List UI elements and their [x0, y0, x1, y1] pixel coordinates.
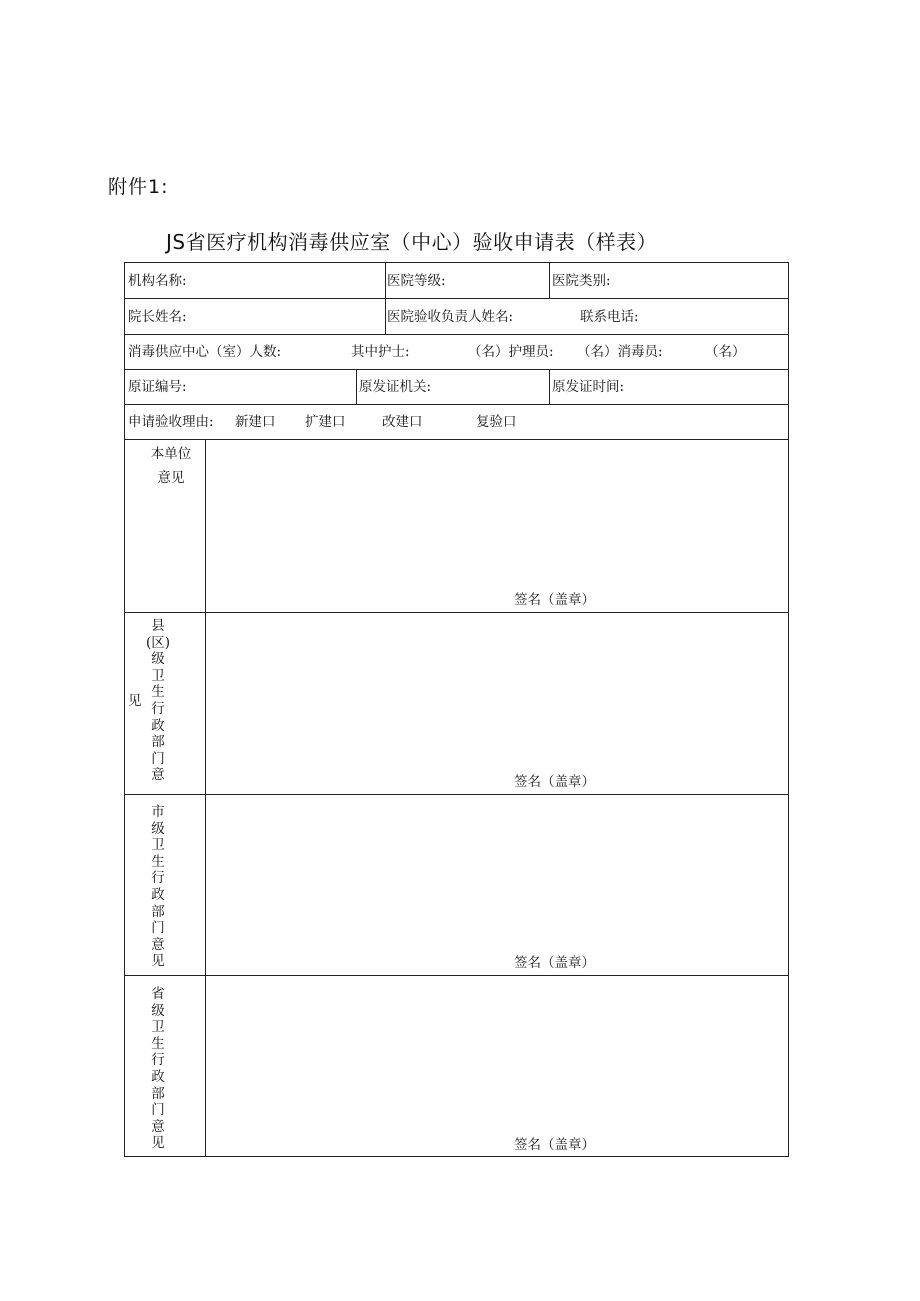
column-divider: [549, 369, 550, 404]
label-char: 市: [151, 804, 165, 820]
caregivers-label: （名）护理员:: [468, 344, 554, 360]
label-char: 部: [151, 734, 165, 751]
label-char: 意: [151, 936, 165, 953]
label-char: 级: [151, 651, 165, 668]
unit-opinion-label-line2: 意见: [157, 470, 185, 487]
option-new-build[interactable]: 新建口: [235, 414, 276, 430]
column-divider: [385, 263, 386, 334]
cert-issuer-label: 原发证机关:: [359, 379, 432, 395]
label-char: 政: [151, 1068, 165, 1085]
acceptance-lead-label: 医院验收负责人姓名:: [387, 309, 514, 325]
label-char: 卫: [151, 667, 165, 684]
label-char: 卫: [151, 837, 165, 854]
disinfectors-unit: （名）: [705, 344, 746, 360]
row-divider: [125, 369, 788, 370]
row-divider: [125, 404, 788, 405]
cert-number-label: 原证编号:: [128, 379, 187, 395]
row-divider: [125, 298, 788, 299]
city-signature-label: 签名（盖章）: [514, 955, 595, 971]
label-char: 门: [151, 920, 165, 937]
label-char: 部: [151, 903, 165, 920]
row-divider: [125, 439, 788, 440]
reason-label: 申请验收理由:: [128, 414, 214, 430]
city-opinion-label: [150, 804, 166, 970]
label-char: (区): [146, 634, 171, 651]
label-char: 政: [151, 717, 165, 734]
label-char: 部: [151, 1085, 165, 1102]
hospital-level-label: 医院等级:: [387, 273, 446, 289]
label-char: 政: [151, 886, 165, 903]
label-char: 县: [151, 618, 165, 634]
label-char: 行: [151, 700, 165, 717]
option-recheck[interactable]: 复验口: [476, 414, 517, 430]
disinfectors-label: （名）消毒员:: [577, 344, 663, 360]
label-char: 级: [151, 1002, 165, 1019]
row-divider: [125, 975, 788, 976]
label-char: 卫: [151, 1019, 165, 1036]
org-name-label: 机构名称:: [128, 273, 187, 289]
unit-signature-label: 签名（盖章）: [514, 592, 595, 608]
form-title: JS省医疗机构消毒供应室（中心）验收申请表（样表）: [166, 230, 658, 254]
unit-opinion-label-line1: 本单位: [150, 446, 192, 462]
staff-count-label: 消毒供应中心（室）人数:: [128, 344, 282, 360]
option-expansion[interactable]: 扩建口: [305, 414, 346, 430]
row-divider: [125, 612, 788, 613]
label-char: 见: [151, 953, 165, 970]
application-form-table: [124, 262, 789, 1157]
label-char: 生: [151, 684, 165, 701]
unit-opinion-label: [141, 442, 201, 491]
label-char: 意: [151, 767, 165, 784]
county-opinion-label: [146, 618, 171, 784]
label-char: 意: [151, 1118, 165, 1135]
nurses-label: 其中护士:: [351, 344, 410, 360]
column-divider: [205, 439, 206, 1157]
label-char: 门: [151, 750, 165, 767]
label-char: 门: [151, 1102, 165, 1119]
label-char: 生: [151, 1035, 165, 1052]
label-char: 行: [151, 1052, 165, 1069]
label-char: 级: [151, 820, 165, 837]
province-opinion-label: [150, 986, 166, 1152]
label-char: 省: [151, 986, 165, 1002]
province-signature-label: 签名（盖章）: [514, 1137, 595, 1153]
attachment-label: 附件1:: [108, 176, 169, 198]
county-signature-label: 签名（盖章）: [514, 774, 595, 790]
president-name-label: 院长姓名:: [128, 309, 187, 325]
label-char: 生: [151, 853, 165, 870]
row-divider: [125, 334, 788, 335]
row-divider: [125, 794, 788, 795]
label-char: 行: [151, 870, 165, 887]
option-rebuild[interactable]: 改建口: [382, 414, 423, 430]
column-divider: [549, 263, 550, 298]
county-opinion-label-tail: 见: [128, 693, 142, 709]
label-char: 见: [151, 1135, 165, 1152]
cert-issue-time-label: 原发证时间:: [552, 379, 625, 395]
hospital-type-label: 医院类别:: [552, 273, 611, 289]
column-divider: [356, 369, 357, 404]
phone-label: 联系电话:: [580, 309, 639, 325]
